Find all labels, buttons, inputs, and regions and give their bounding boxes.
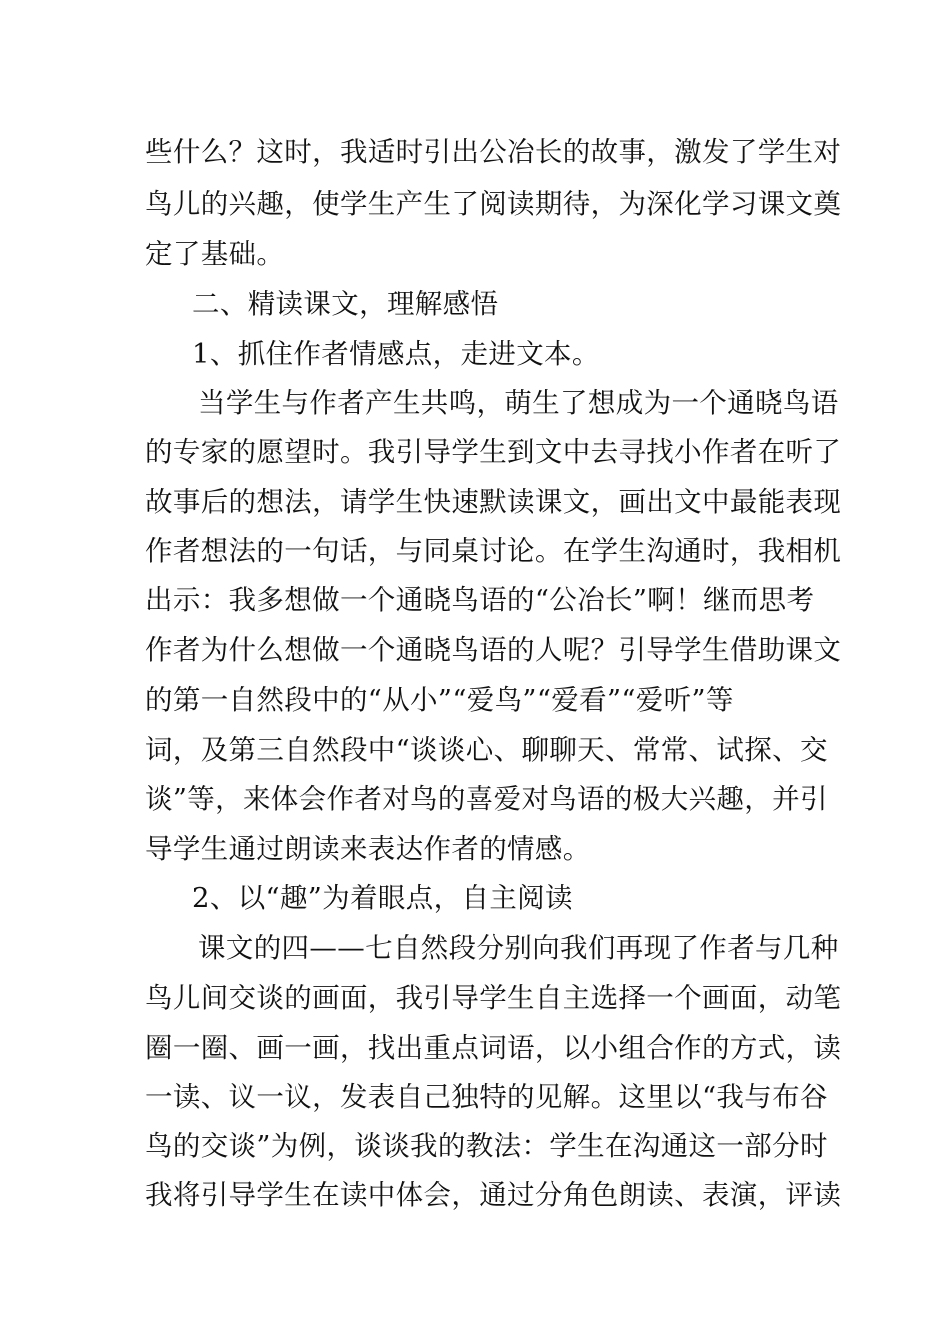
text-line: 鸟儿间交谈的画面，我引导学生自主选择一个画面，动笔 xyxy=(145,982,842,1014)
text-line: 词，及第三自然段中“谈谈心、聊聊天、常常、试探、交 xyxy=(145,734,828,766)
text-line: 定了基础。 xyxy=(145,238,285,270)
text-line: 鸟的交谈”为例，谈谈我的教法：学生在沟通这一部分时 xyxy=(145,1130,828,1162)
text-line: 我将引导学生在读中体会，通过分角色朗读、表演，评读 xyxy=(145,1179,842,1211)
text-line: 的专家的愿望时。我引导学生到文中去寻找小作者在听了 xyxy=(145,436,842,468)
subsection-heading: 2、以“趣”为着眼点，自主阅读 xyxy=(192,882,573,914)
text-line: 圈一圈、画一画，找出重点词语，以小组合作的方式，读 xyxy=(145,1032,842,1064)
text-line: 出示：我多想做一个通晓鸟语的“公冶长”啊！继而思考 xyxy=(145,584,815,616)
text-line: 故事后的想法，请学生快速默读课文，画出文中最能表现 xyxy=(145,486,842,518)
text-line: 作者为什么想做一个通晓鸟语的人呢？引导学生借助课文 xyxy=(145,634,842,666)
text-line: 些什么？这时，我适时引出公冶长的故事，激发了学生对 xyxy=(145,136,842,168)
text-line: 课文的四——七自然段分别向我们再现了作者与几种 xyxy=(198,932,839,964)
text-line: 作者想法的一句话，与同桌讨论。在学生沟通时，我相机 xyxy=(145,535,842,567)
section-heading: 二、精读课文，理解感悟 xyxy=(192,288,499,320)
text-line: 谈”等，来体会作者对鸟的喜爱对鸟语的极大兴趣，并引 xyxy=(145,783,828,815)
text-line: 一读、议一议，发表自己独特的见解。这里以“我与布谷 xyxy=(145,1081,828,1113)
subsection-heading: 1、抓住作者情感点，走进文本。 xyxy=(192,338,600,370)
text-line: 当学生与作者产生共鸣，萌生了想成为一个通晓鸟语 xyxy=(198,387,839,419)
text-line: 鸟儿的兴趣，使学生产生了阅读期待，为深化学习课文奠 xyxy=(145,188,842,220)
text-line: 导学生通过朗读来表达作者的情感。 xyxy=(145,833,591,865)
text-line: 的第一自然段中的“从小”“爱鸟”“爱看”“爱听”等 xyxy=(145,684,734,716)
